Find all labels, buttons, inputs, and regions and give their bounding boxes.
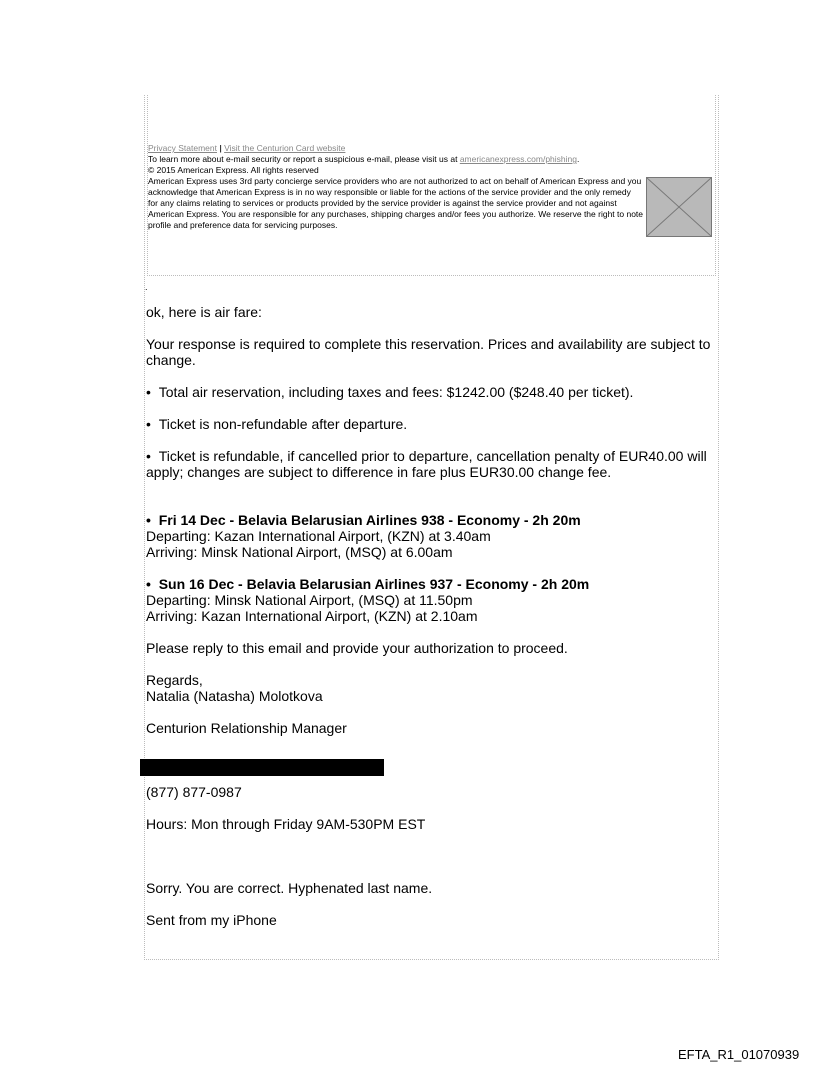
signer-name: Natalia (Natasha) Molotkova	[146, 688, 323, 704]
business-hours: Hours: Mon through Friday 9AM-530PM EST	[146, 816, 426, 832]
sent-from-signature: Sent from my iPhone	[146, 912, 277, 928]
bullet-non-refundable: • Ticket is non-refundable after departure.	[146, 416, 721, 432]
reply-message: Sorry. You are correct. Hyphenated last name.	[146, 880, 433, 896]
intro-line: ok, here is air fare:	[146, 304, 262, 320]
redaction-bar	[140, 759, 384, 776]
copyright: © 2015 American Express. All rights reserved	[148, 165, 319, 175]
disclaimer-block	[148, 176, 713, 237]
centurion-website-link[interactable]: Visit the Centurion Card website	[224, 143, 346, 153]
footer-links	[148, 143, 713, 154]
missing-image-icon	[646, 177, 712, 237]
link-separator: |	[219, 143, 222, 153]
flight-1-arriving: Arriving: Minsk National Airport, (MSQ) at 6.00am	[146, 544, 453, 560]
regards: Regards,	[146, 672, 203, 688]
security-line	[148, 154, 713, 165]
document-id: EFTA_R1_01070939	[678, 1047, 800, 1062]
security-text: To learn more about e-mail security or report a suspicious e-mail, please visit us at	[148, 154, 460, 164]
stray-dot: .	[145, 282, 148, 292]
phishing-link[interactable]: americanexpress.com/phishing	[459, 154, 577, 164]
privacy-statement-link[interactable]: Privacy Statement	[148, 143, 217, 153]
footer-content	[148, 143, 713, 237]
phone-number: (877) 877-0987	[146, 784, 242, 800]
flight-2-title: • Sun 16 Dec - Belavia Belarusian Airlines 937 - Economy - 2h 20m	[146, 576, 721, 592]
flight-1-title: • Fri 14 Dec - Belavia Belarusian Airlines 938 - Economy - 2h 20m	[146, 512, 721, 528]
email-body	[146, 304, 721, 928]
signer-title: Centurion Relationship Manager	[146, 720, 347, 736]
amex-footer	[147, 95, 716, 276]
bullet-total-fare: • Total air reservation, including taxes and fees: $1242.00 ($248.40 per ticket).	[146, 384, 721, 400]
bullet-refundable: • Ticket is refundable, if cancelled prior to departure, cancellation penalty of EUR40.00 will apply; changes are subject to difference in fare plus EUR30.00 change fee.	[146, 448, 721, 480]
flight-1-departing: Departing: Kazan International Airport, (KZN) at 3.40am	[146, 528, 491, 544]
flight-2-arriving: Arriving: Kazan International Airport, (KZN) at 2.10am	[146, 608, 478, 624]
security-suffix: .	[576, 154, 580, 164]
disclaimer-text: American Express uses 3rd party concierge service providers who are not authorized to act on behalf of American Express and you acknowledge that American Express is in no way responsible or liable for the actions of the service provider and the only remedy for any claims relating to services or products provided by the service provider is against the service provider and not against American Express. You are responsible for any purchases, shipping charges and/or fees you authorize. We reserve the right to note profile and preference data for servicing purposes.	[148, 176, 644, 230]
flight-2-departing: Departing: Minsk National Airport, (MSQ) at 11.50pm	[146, 592, 473, 608]
response-required-text: Your response is required to complete this reservation. Prices and availability are subject to change.	[146, 336, 711, 368]
reply-request: Please reply to this email and provide your authorization to proceed.	[146, 640, 568, 656]
